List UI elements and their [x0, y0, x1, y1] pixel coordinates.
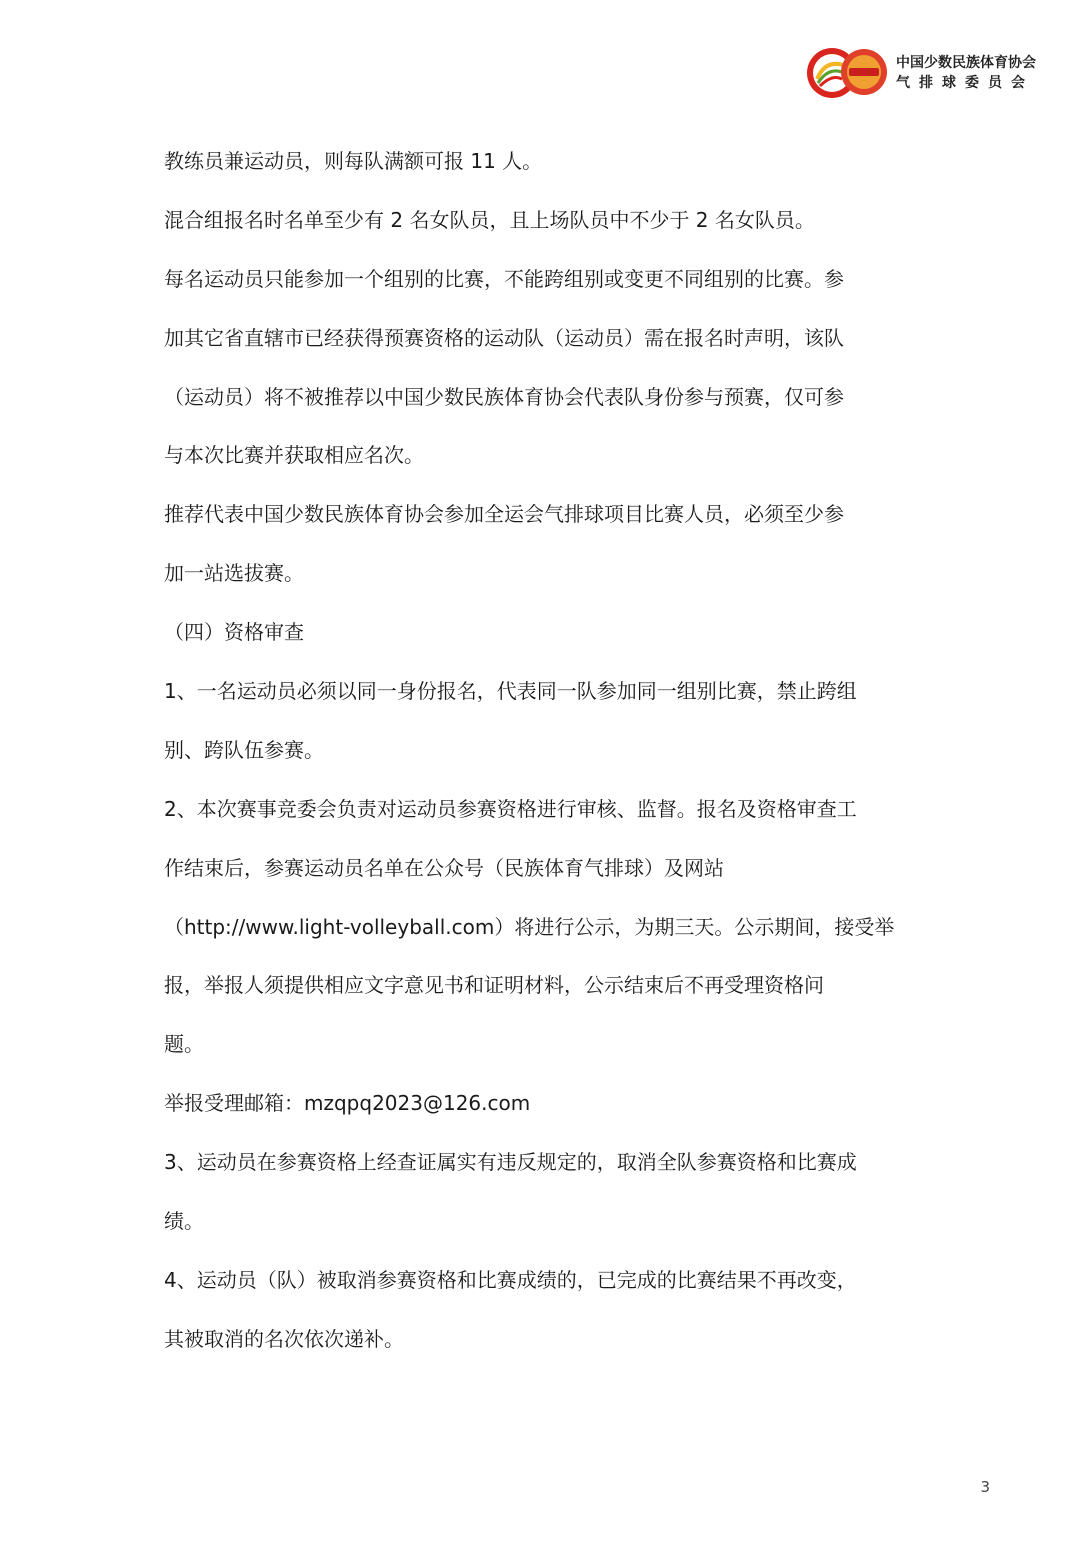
body-line: 其被取消的名次依次递补。 [164, 1326, 404, 1351]
page-number: 3 [980, 1478, 990, 1496]
header-logo [804, 46, 1036, 100]
body-line: （http://www.light-volleyball.com）将进行公示，为期三天。公示期间，接受举 [164, 914, 895, 939]
body-line: 每名运动员只能参加一个组别的比赛，不能跨组别或变更不同组别的比赛。参 [164, 266, 844, 291]
section-heading: （四）资格审查 [164, 620, 304, 645]
body-line: 教练员兼运动员，则每队满额可报 11 人。 [164, 149, 543, 173]
body-line: 混合组报名时名单至少有 2 名女队员，且上场队员中不少于 2 名女队员。 [164, 207, 815, 232]
body-line: 4、运动员（队）被取消参赛资格和比赛成绩的，已完成的比赛结果不再改变， [164, 1267, 857, 1292]
body-line: 3、运动员在参赛资格上经查证属实有违反规定的，取消全队参赛资格和比赛成 [164, 1150, 857, 1175]
body-line: 题。 [164, 1032, 204, 1057]
body-line: 1、一名运动员必须以同一身份报名，代表同一队参加同一组别比赛，禁止跨组 [164, 679, 857, 704]
report-email-line: 举报受理邮箱：mzqpq2023@126.com [164, 1091, 531, 1116]
body-line: （运动员）将不被推荐以中国少数民族体育协会代表队身份参与预赛，仅可参 [164, 384, 844, 409]
body-line: 报，举报人须提供相应文字意见书和证明材料，公示结束后不再受理资格问 [164, 973, 824, 998]
body-line: 绩。 [164, 1209, 204, 1234]
document-body [164, 132, 924, 1369]
body-line: 推荐代表中国少数民族体育协会参加全运会气排球项目比赛人员，必须至少参 [164, 502, 844, 527]
organization-name [896, 55, 1036, 91]
body-line: 加其它省直辖市已经获得预赛资格的运动队（运动员）需在报名时声明，该队 [164, 325, 844, 350]
body-line: 2、本次赛事竞委会负责对运动员参赛资格进行审核、监督。报名及资格审查工 [164, 796, 857, 821]
emblem-icon [804, 46, 890, 100]
body-line: 作结束后，参赛运动员名单在公众号（民族体育气排球）及网站 [164, 855, 724, 880]
org-name-line2: 气排球委员会 [896, 75, 1034, 91]
body-line: 与本次比赛并获取相应名次。 [164, 443, 424, 468]
association-emblem [804, 46, 890, 100]
org-name-line1: 中国少数民族体育协会 [896, 55, 1036, 71]
body-line: 别、跨队伍参赛。 [164, 737, 324, 762]
body-line: 加一站选拔赛。 [164, 561, 304, 586]
